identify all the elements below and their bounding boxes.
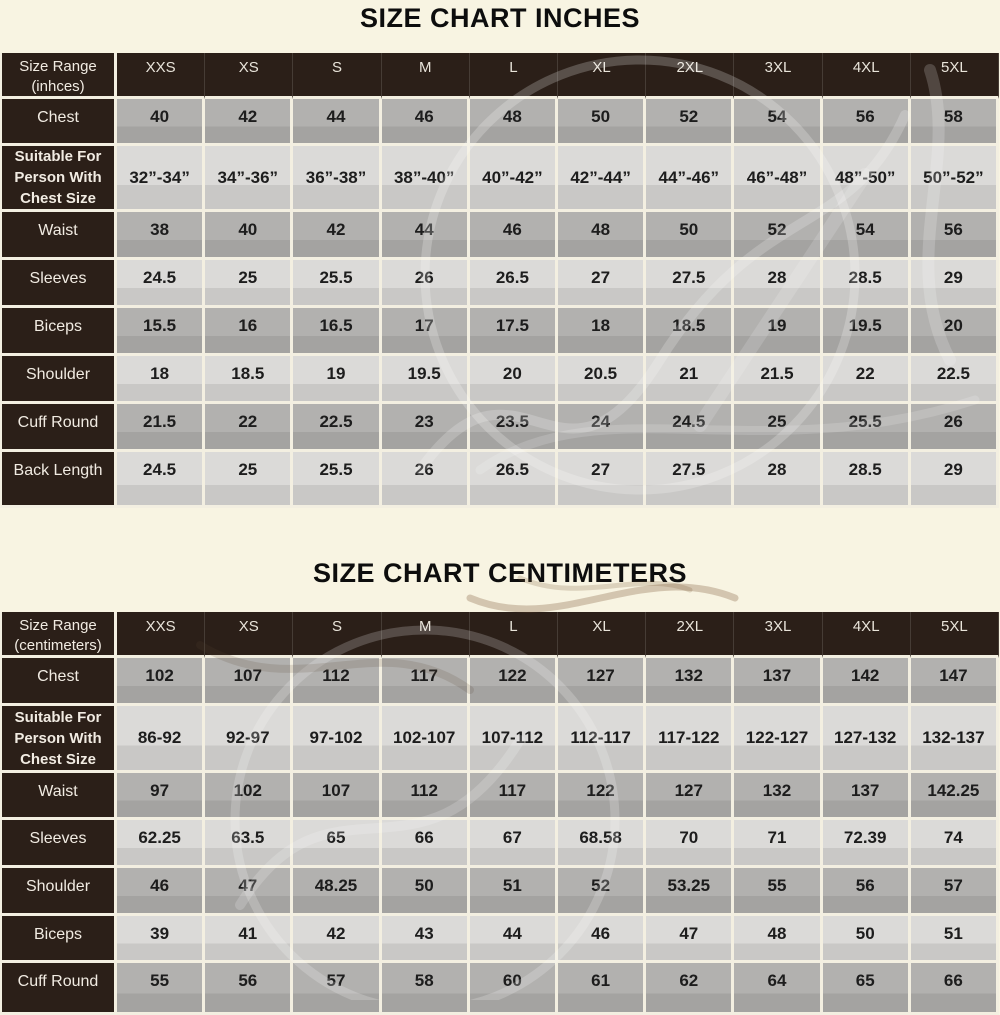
size-cell-waist-5xl: 142.25 <box>911 773 999 820</box>
size-cell-shoulder-2xl: 53.25 <box>646 868 734 916</box>
size-cell-cuff-round-l: 23.5 <box>470 404 558 452</box>
size-cell-cuff-round-2xl: 62 <box>646 963 734 1015</box>
size-cell-waist-m: 44 <box>382 212 470 260</box>
size-cell-waist-xxs: 38 <box>117 212 205 260</box>
column-header-xxs: XXS <box>117 612 205 658</box>
size-cell-suitable-for-person-with-chest-size-4xl: 127-132 <box>823 706 911 773</box>
size-cell-suitable-for-person-with-chest-size-s: 97-102 <box>293 706 381 773</box>
size-table-centimeters <box>0 612 999 1015</box>
size-cell-cuff-round-4xl: 65 <box>823 963 911 1015</box>
size-cell-sleeves-xs: 63.5 <box>205 820 293 868</box>
size-cell-suitable-for-person-with-chest-size-5xl: 50”-52” <box>911 146 999 212</box>
size-cell-sleeves-4xl: 72.39 <box>823 820 911 868</box>
size-cell-sleeves-xs: 25 <box>205 260 293 308</box>
column-header-m: M <box>382 53 470 99</box>
row-label-line: Cuff Round <box>17 414 99 431</box>
size-cell-shoulder-xs: 18.5 <box>205 356 293 404</box>
size-cell-back-length-xl: 27 <box>558 452 646 508</box>
size-cell-suitable-for-person-with-chest-size-xxs: 32”-34” <box>117 146 205 212</box>
column-header-5xl: 5XL <box>911 53 999 99</box>
size-cell-biceps-m: 17 <box>382 308 470 356</box>
size-cell-biceps-l: 17.5 <box>470 308 558 356</box>
size-cell-chest-xl: 127 <box>558 658 646 706</box>
column-header-2xl: 2XL <box>646 53 734 99</box>
size-cell-sleeves-5xl: 74 <box>911 820 999 868</box>
size-cell-chest-4xl: 56 <box>823 99 911 146</box>
size-cell-shoulder-s: 19 <box>293 356 381 404</box>
row-label-line: Waist <box>38 222 78 239</box>
size-cell-suitable-for-person-with-chest-size-l: 107-112 <box>470 706 558 773</box>
size-cell-sleeves-l: 26.5 <box>470 260 558 308</box>
size-cell-chest-2xl: 52 <box>646 99 734 146</box>
size-cell-sleeves-xxs: 24.5 <box>117 260 205 308</box>
size-cell-chest-2xl: 132 <box>646 658 734 706</box>
column-header-2xl: 2XL <box>646 612 734 658</box>
row-label-shoulder <box>2 868 117 916</box>
row-label-suitable-for-person-with-chest-size <box>2 146 117 212</box>
size-cell-chest-xl: 50 <box>558 99 646 146</box>
size-cell-cuff-round-5xl: 66 <box>911 963 999 1015</box>
row-label-line: Person With <box>14 169 102 186</box>
row-label-suitable-for-person-with-chest-size <box>2 706 117 773</box>
size-cell-sleeves-3xl: 28 <box>734 260 822 308</box>
size-cell-shoulder-m: 19.5 <box>382 356 470 404</box>
size-cell-sleeves-2xl: 27.5 <box>646 260 734 308</box>
row-label-line: Suitable For <box>14 148 102 165</box>
column-header-xxs: XXS <box>117 53 205 99</box>
corner-header-line: (centimeters) <box>14 637 102 654</box>
size-cell-cuff-round-xs: 56 <box>205 963 293 1015</box>
corner-header-centimeters <box>2 612 117 658</box>
size-cell-shoulder-3xl: 55 <box>734 868 822 916</box>
corner-header-inches <box>2 53 117 99</box>
size-cell-biceps-s: 42 <box>293 916 381 963</box>
size-cell-suitable-for-person-with-chest-size-m: 102-107 <box>382 706 470 773</box>
size-cell-waist-xs: 102 <box>205 773 293 820</box>
size-cell-suitable-for-person-with-chest-size-xs: 34”-36” <box>205 146 293 212</box>
size-cell-suitable-for-person-with-chest-size-3xl: 46”-48” <box>734 146 822 212</box>
size-cell-cuff-round-xxs: 55 <box>117 963 205 1015</box>
size-cell-cuff-round-xl: 61 <box>558 963 646 1015</box>
size-cell-biceps-2xl: 18.5 <box>646 308 734 356</box>
row-label-line: Chest <box>37 668 79 685</box>
size-cell-sleeves-s: 65 <box>293 820 381 868</box>
size-cell-waist-l: 117 <box>470 773 558 820</box>
size-cell-shoulder-l: 20 <box>470 356 558 404</box>
size-cell-biceps-5xl: 20 <box>911 308 999 356</box>
size-cell-waist-xxs: 97 <box>117 773 205 820</box>
size-cell-suitable-for-person-with-chest-size-2xl: 117-122 <box>646 706 734 773</box>
title-size-chart-inches: SIZE CHART INCHES <box>359 3 641 33</box>
column-header-3xl: 3XL <box>734 612 822 658</box>
row-label-line: Suitable For <box>14 708 102 726</box>
size-cell-sleeves-4xl: 28.5 <box>823 260 911 308</box>
size-cell-biceps-xxs: 39 <box>117 916 205 963</box>
row-label-line: Chest Size <box>20 190 96 207</box>
size-cell-shoulder-4xl: 22 <box>823 356 911 404</box>
size-cell-suitable-for-person-with-chest-size-5xl: 132-137 <box>911 706 999 773</box>
size-cell-biceps-xl: 18 <box>558 308 646 356</box>
size-cell-biceps-4xl: 19.5 <box>823 308 911 356</box>
size-cell-back-length-l: 26.5 <box>470 452 558 508</box>
size-cell-cuff-round-s: 57 <box>293 963 381 1015</box>
size-cell-back-length-m: 26 <box>382 452 470 508</box>
size-cell-chest-5xl: 147 <box>911 658 999 706</box>
column-header-xs: XS <box>205 612 293 658</box>
size-cell-cuff-round-m: 58 <box>382 963 470 1015</box>
column-header-s: S <box>293 53 381 99</box>
size-cell-biceps-m: 43 <box>382 916 470 963</box>
size-cell-biceps-3xl: 48 <box>734 916 822 963</box>
size-cell-waist-3xl: 132 <box>734 773 822 820</box>
row-label-sleeves <box>2 260 117 308</box>
size-cell-cuff-round-xs: 22 <box>205 404 293 452</box>
size-cell-cuff-round-2xl: 24.5 <box>646 404 734 452</box>
size-cell-cuff-round-xxs: 21.5 <box>117 404 205 452</box>
size-cell-shoulder-2xl: 21 <box>646 356 734 404</box>
size-cell-sleeves-m: 26 <box>382 260 470 308</box>
corner-header-line: Size Range <box>19 58 97 75</box>
size-cell-waist-l: 46 <box>470 212 558 260</box>
row-label-chest <box>2 658 117 706</box>
size-cell-suitable-for-person-with-chest-size-m: 38”-40” <box>382 146 470 212</box>
size-cell-shoulder-xxs: 46 <box>117 868 205 916</box>
size-cell-back-length-4xl: 28.5 <box>823 452 911 508</box>
column-header-s: S <box>293 612 381 658</box>
size-cell-sleeves-xl: 27 <box>558 260 646 308</box>
size-cell-chest-3xl: 54 <box>734 99 822 146</box>
row-label-chest <box>2 99 117 146</box>
size-cell-cuff-round-4xl: 25.5 <box>823 404 911 452</box>
size-cell-waist-2xl: 127 <box>646 773 734 820</box>
size-cell-shoulder-4xl: 56 <box>823 868 911 916</box>
row-label-line: Sleeves <box>29 830 87 847</box>
row-label-biceps <box>2 308 117 356</box>
size-cell-suitable-for-person-with-chest-size-2xl: 44”-46” <box>646 146 734 212</box>
size-cell-chest-xs: 42 <box>205 99 293 146</box>
column-header-4xl: 4XL <box>823 612 911 658</box>
size-cell-waist-5xl: 56 <box>911 212 999 260</box>
size-cell-waist-4xl: 54 <box>823 212 911 260</box>
size-cell-biceps-xl: 46 <box>558 916 646 963</box>
size-cell-sleeves-xl: 68.58 <box>558 820 646 868</box>
size-cell-back-length-2xl: 27.5 <box>646 452 734 508</box>
size-cell-suitable-for-person-with-chest-size-xl: 112-117 <box>558 706 646 773</box>
size-cell-waist-s: 107 <box>293 773 381 820</box>
size-cell-chest-3xl: 137 <box>734 658 822 706</box>
size-cell-shoulder-xs: 47 <box>205 868 293 916</box>
size-cell-cuff-round-m: 23 <box>382 404 470 452</box>
row-label-waist <box>2 773 117 820</box>
size-cell-chest-m: 46 <box>382 99 470 146</box>
row-label-line: Waist <box>38 783 78 800</box>
size-cell-waist-4xl: 137 <box>823 773 911 820</box>
size-cell-cuff-round-l: 60 <box>470 963 558 1015</box>
size-cell-cuff-round-3xl: 25 <box>734 404 822 452</box>
size-cell-biceps-3xl: 19 <box>734 308 822 356</box>
size-cell-waist-xl: 122 <box>558 773 646 820</box>
size-cell-cuff-round-xl: 24 <box>558 404 646 452</box>
size-cell-suitable-for-person-with-chest-size-4xl: 48”-50” <box>823 146 911 212</box>
size-cell-chest-4xl: 142 <box>823 658 911 706</box>
row-label-line: Back Length <box>13 462 103 479</box>
size-cell-shoulder-m: 50 <box>382 868 470 916</box>
size-cell-chest-l: 122 <box>470 658 558 706</box>
row-label-cuff-round <box>2 963 117 1015</box>
size-cell-chest-5xl: 58 <box>911 99 999 146</box>
size-cell-chest-xxs: 102 <box>117 658 205 706</box>
size-cell-chest-l: 48 <box>470 99 558 146</box>
row-label-biceps <box>2 916 117 963</box>
size-table-inches <box>0 53 999 508</box>
size-cell-suitable-for-person-with-chest-size-xs: 92-97 <box>205 706 293 773</box>
size-cell-biceps-xs: 41 <box>205 916 293 963</box>
column-header-l: L <box>470 612 558 658</box>
column-header-xl: XL <box>558 612 646 658</box>
size-cell-waist-xl: 48 <box>558 212 646 260</box>
size-cell-sleeves-3xl: 71 <box>734 820 822 868</box>
size-cell-waist-s: 42 <box>293 212 381 260</box>
column-header-m: M <box>382 612 470 658</box>
row-label-line: Chest Size <box>20 750 96 768</box>
row-label-line: Cuff Round <box>17 973 99 990</box>
size-cell-shoulder-5xl: 22.5 <box>911 356 999 404</box>
size-cell-suitable-for-person-with-chest-size-xxs: 86-92 <box>117 706 205 773</box>
title-size-chart-centimeters: SIZE CHART CENTIMETERS <box>312 558 687 588</box>
size-cell-suitable-for-person-with-chest-size-l: 40”-42” <box>470 146 558 212</box>
size-cell-biceps-5xl: 51 <box>911 916 999 963</box>
size-cell-shoulder-s: 48.25 <box>293 868 381 916</box>
size-cell-sleeves-2xl: 70 <box>646 820 734 868</box>
size-cell-sleeves-m: 66 <box>382 820 470 868</box>
column-header-xs: XS <box>205 53 293 99</box>
size-cell-chest-s: 112 <box>293 658 381 706</box>
size-cell-back-length-s: 25.5 <box>293 452 381 508</box>
size-cell-shoulder-3xl: 21.5 <box>734 356 822 404</box>
size-cell-waist-xs: 40 <box>205 212 293 260</box>
size-cell-biceps-4xl: 50 <box>823 916 911 963</box>
size-cell-biceps-s: 16.5 <box>293 308 381 356</box>
size-cell-chest-xxs: 40 <box>117 99 205 146</box>
corner-header-line: Size Range <box>19 617 97 634</box>
size-cell-biceps-xs: 16 <box>205 308 293 356</box>
size-cell-shoulder-5xl: 57 <box>911 868 999 916</box>
size-cell-sleeves-5xl: 29 <box>911 260 999 308</box>
size-cell-back-length-xs: 25 <box>205 452 293 508</box>
size-cell-back-length-5xl: 29 <box>911 452 999 508</box>
row-label-line: Chest <box>37 109 79 126</box>
size-cell-sleeves-s: 25.5 <box>293 260 381 308</box>
column-header-3xl: 3XL <box>734 53 822 99</box>
row-label-waist <box>2 212 117 260</box>
size-cell-cuff-round-s: 22.5 <box>293 404 381 452</box>
size-cell-chest-m: 117 <box>382 658 470 706</box>
size-cell-waist-3xl: 52 <box>734 212 822 260</box>
size-cell-chest-s: 44 <box>293 99 381 146</box>
column-header-5xl: 5XL <box>911 612 999 658</box>
size-cell-sleeves-xxs: 62.25 <box>117 820 205 868</box>
row-label-line: Shoulder <box>25 878 91 895</box>
size-cell-shoulder-xxs: 18 <box>117 356 205 404</box>
size-cell-shoulder-xl: 52 <box>558 868 646 916</box>
row-label-shoulder <box>2 356 117 404</box>
column-header-xl: XL <box>558 53 646 99</box>
size-cell-shoulder-xl: 20.5 <box>558 356 646 404</box>
size-cell-chest-xs: 107 <box>205 658 293 706</box>
size-cell-biceps-l: 44 <box>470 916 558 963</box>
size-cell-biceps-xxs: 15.5 <box>117 308 205 356</box>
row-label-sleeves <box>2 820 117 868</box>
row-label-line: Person With <box>14 729 102 747</box>
column-header-l: L <box>470 53 558 99</box>
size-cell-cuff-round-5xl: 26 <box>911 404 999 452</box>
row-label-line: Sleeves <box>29 270 87 287</box>
row-label-line: Biceps <box>33 318 83 335</box>
column-header-4xl: 4XL <box>823 53 911 99</box>
size-cell-shoulder-l: 51 <box>470 868 558 916</box>
row-label-back-length <box>2 452 117 508</box>
size-cell-back-length-3xl: 28 <box>734 452 822 508</box>
size-cell-suitable-for-person-with-chest-size-s: 36”-38” <box>293 146 381 212</box>
size-cell-biceps-2xl: 47 <box>646 916 734 963</box>
corner-header-line: (inhces) <box>31 78 85 95</box>
size-cell-waist-2xl: 50 <box>646 212 734 260</box>
row-label-line: Shoulder <box>25 366 91 383</box>
size-cell-back-length-xxs: 24.5 <box>117 452 205 508</box>
size-cell-suitable-for-person-with-chest-size-3xl: 122-127 <box>734 706 822 773</box>
row-label-cuff-round <box>2 404 117 452</box>
size-cell-suitable-for-person-with-chest-size-xl: 42”-44” <box>558 146 646 212</box>
size-cell-cuff-round-3xl: 64 <box>734 963 822 1015</box>
size-cell-sleeves-l: 67 <box>470 820 558 868</box>
row-label-line: Biceps <box>33 926 83 943</box>
size-cell-waist-m: 112 <box>382 773 470 820</box>
